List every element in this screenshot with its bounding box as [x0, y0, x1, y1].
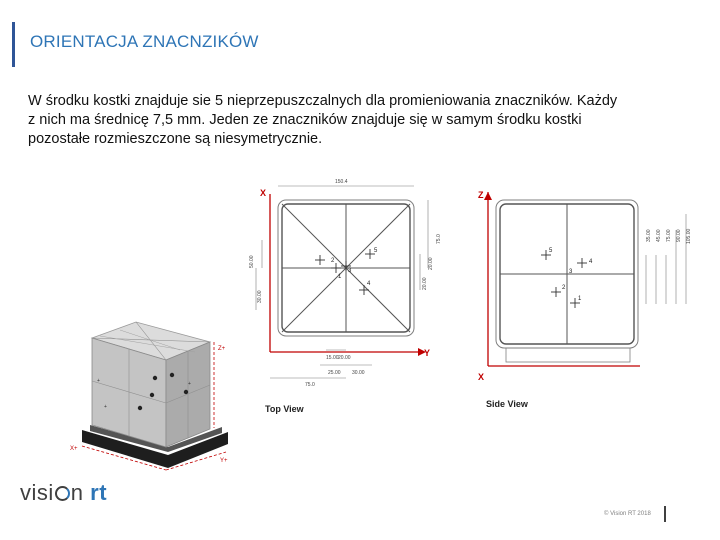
top-marker-2: 2 — [331, 258, 335, 264]
top-view-caption: Top View — [265, 404, 304, 414]
top-dim-right-top: 75.0 — [436, 234, 442, 244]
top-dim-left-b: 30.00 — [257, 290, 263, 303]
top-view-drawing — [249, 179, 442, 414]
side-marker-1: 1 — [578, 296, 582, 302]
side-marker-4: 4 — [589, 259, 593, 265]
cube-marker — [184, 390, 188, 394]
logo-text-rt: rt — [90, 480, 108, 505]
cube-marker — [138, 406, 142, 410]
top-dim-bottom-c: 25.00 — [328, 370, 341, 376]
cube-axis-x-label: X+ — [70, 446, 78, 452]
cube-marker — [150, 393, 154, 397]
top-dim-right-b: 20.00 — [422, 277, 428, 290]
side-marker-2: 2 — [562, 285, 566, 291]
slide-title: ORIENTACJA ZNACNZIKÓW — [30, 32, 259, 51]
side-axis-z-label: Z — [478, 190, 484, 200]
top-dim-bottom-e: 75.0 — [305, 382, 315, 388]
side-dim-1: 35.00 — [646, 229, 652, 242]
top-dim-width: 150.4 — [335, 179, 348, 185]
side-dim-3: 75.00 — [666, 229, 672, 242]
svg-text:+: + — [188, 381, 191, 387]
vision-rt-logo — [20, 480, 107, 506]
top-dim-right-a: 20.00 — [428, 257, 434, 270]
cube-marker — [170, 373, 174, 377]
body-line-1: W środku kostki znajduje sie 5 nieprzepuszczalnych dla promieniowania znaczników. Każdy — [28, 93, 618, 109]
side-marker-3: 3 — [569, 269, 573, 275]
top-axis-y-label: Y — [424, 348, 431, 358]
cube-marker — [153, 376, 157, 380]
side-marker-5: 5 — [549, 248, 553, 254]
logo-o-ring-icon — [55, 486, 70, 501]
side-dim-5: 105.00 — [686, 228, 692, 244]
logo-text-n: n — [70, 480, 84, 505]
top-marker-1: 1 — [338, 274, 342, 280]
side-dim-4: 90.00 — [676, 229, 682, 242]
logo-text-visi: visi — [20, 480, 54, 505]
side-view-drawing — [478, 190, 692, 409]
body-line-3: pozostałe rozmieszczone są niesymetrycznie. — [28, 131, 323, 147]
top-marker-4: 4 — [367, 281, 371, 287]
cube-axis-z-label: Z+ — [218, 346, 226, 352]
side-view-caption: Side View — [486, 399, 528, 409]
svg-text:+: + — [97, 378, 100, 384]
top-axis-x-label: X — [260, 188, 267, 198]
top-marker-3: 3 — [348, 268, 352, 274]
body-line-2: z nich ma średnicę 7,5 mm. Jeden ze znaczników znajduje się w samym środku kostki — [28, 112, 582, 128]
footer-copyright: © Vision RT 2018 — [604, 511, 651, 517]
top-dim-bottom-a: 15.00 — [326, 355, 339, 361]
svg-text:+: + — [104, 404, 107, 410]
top-marker-5: 5 — [374, 248, 378, 254]
side-dim-2: 45.00 — [656, 229, 662, 242]
cube-illustration — [70, 322, 228, 470]
footer-divider — [664, 506, 666, 522]
top-dim-left-a: 50.00 — [249, 255, 255, 268]
cube-axis-y-label: Y+ — [220, 458, 228, 464]
side-axis-x-label: X — [478, 372, 485, 382]
top-dim-bottom-b: 20.00 — [338, 355, 351, 361]
top-dim-bottom-d: 30.00 — [352, 370, 365, 376]
